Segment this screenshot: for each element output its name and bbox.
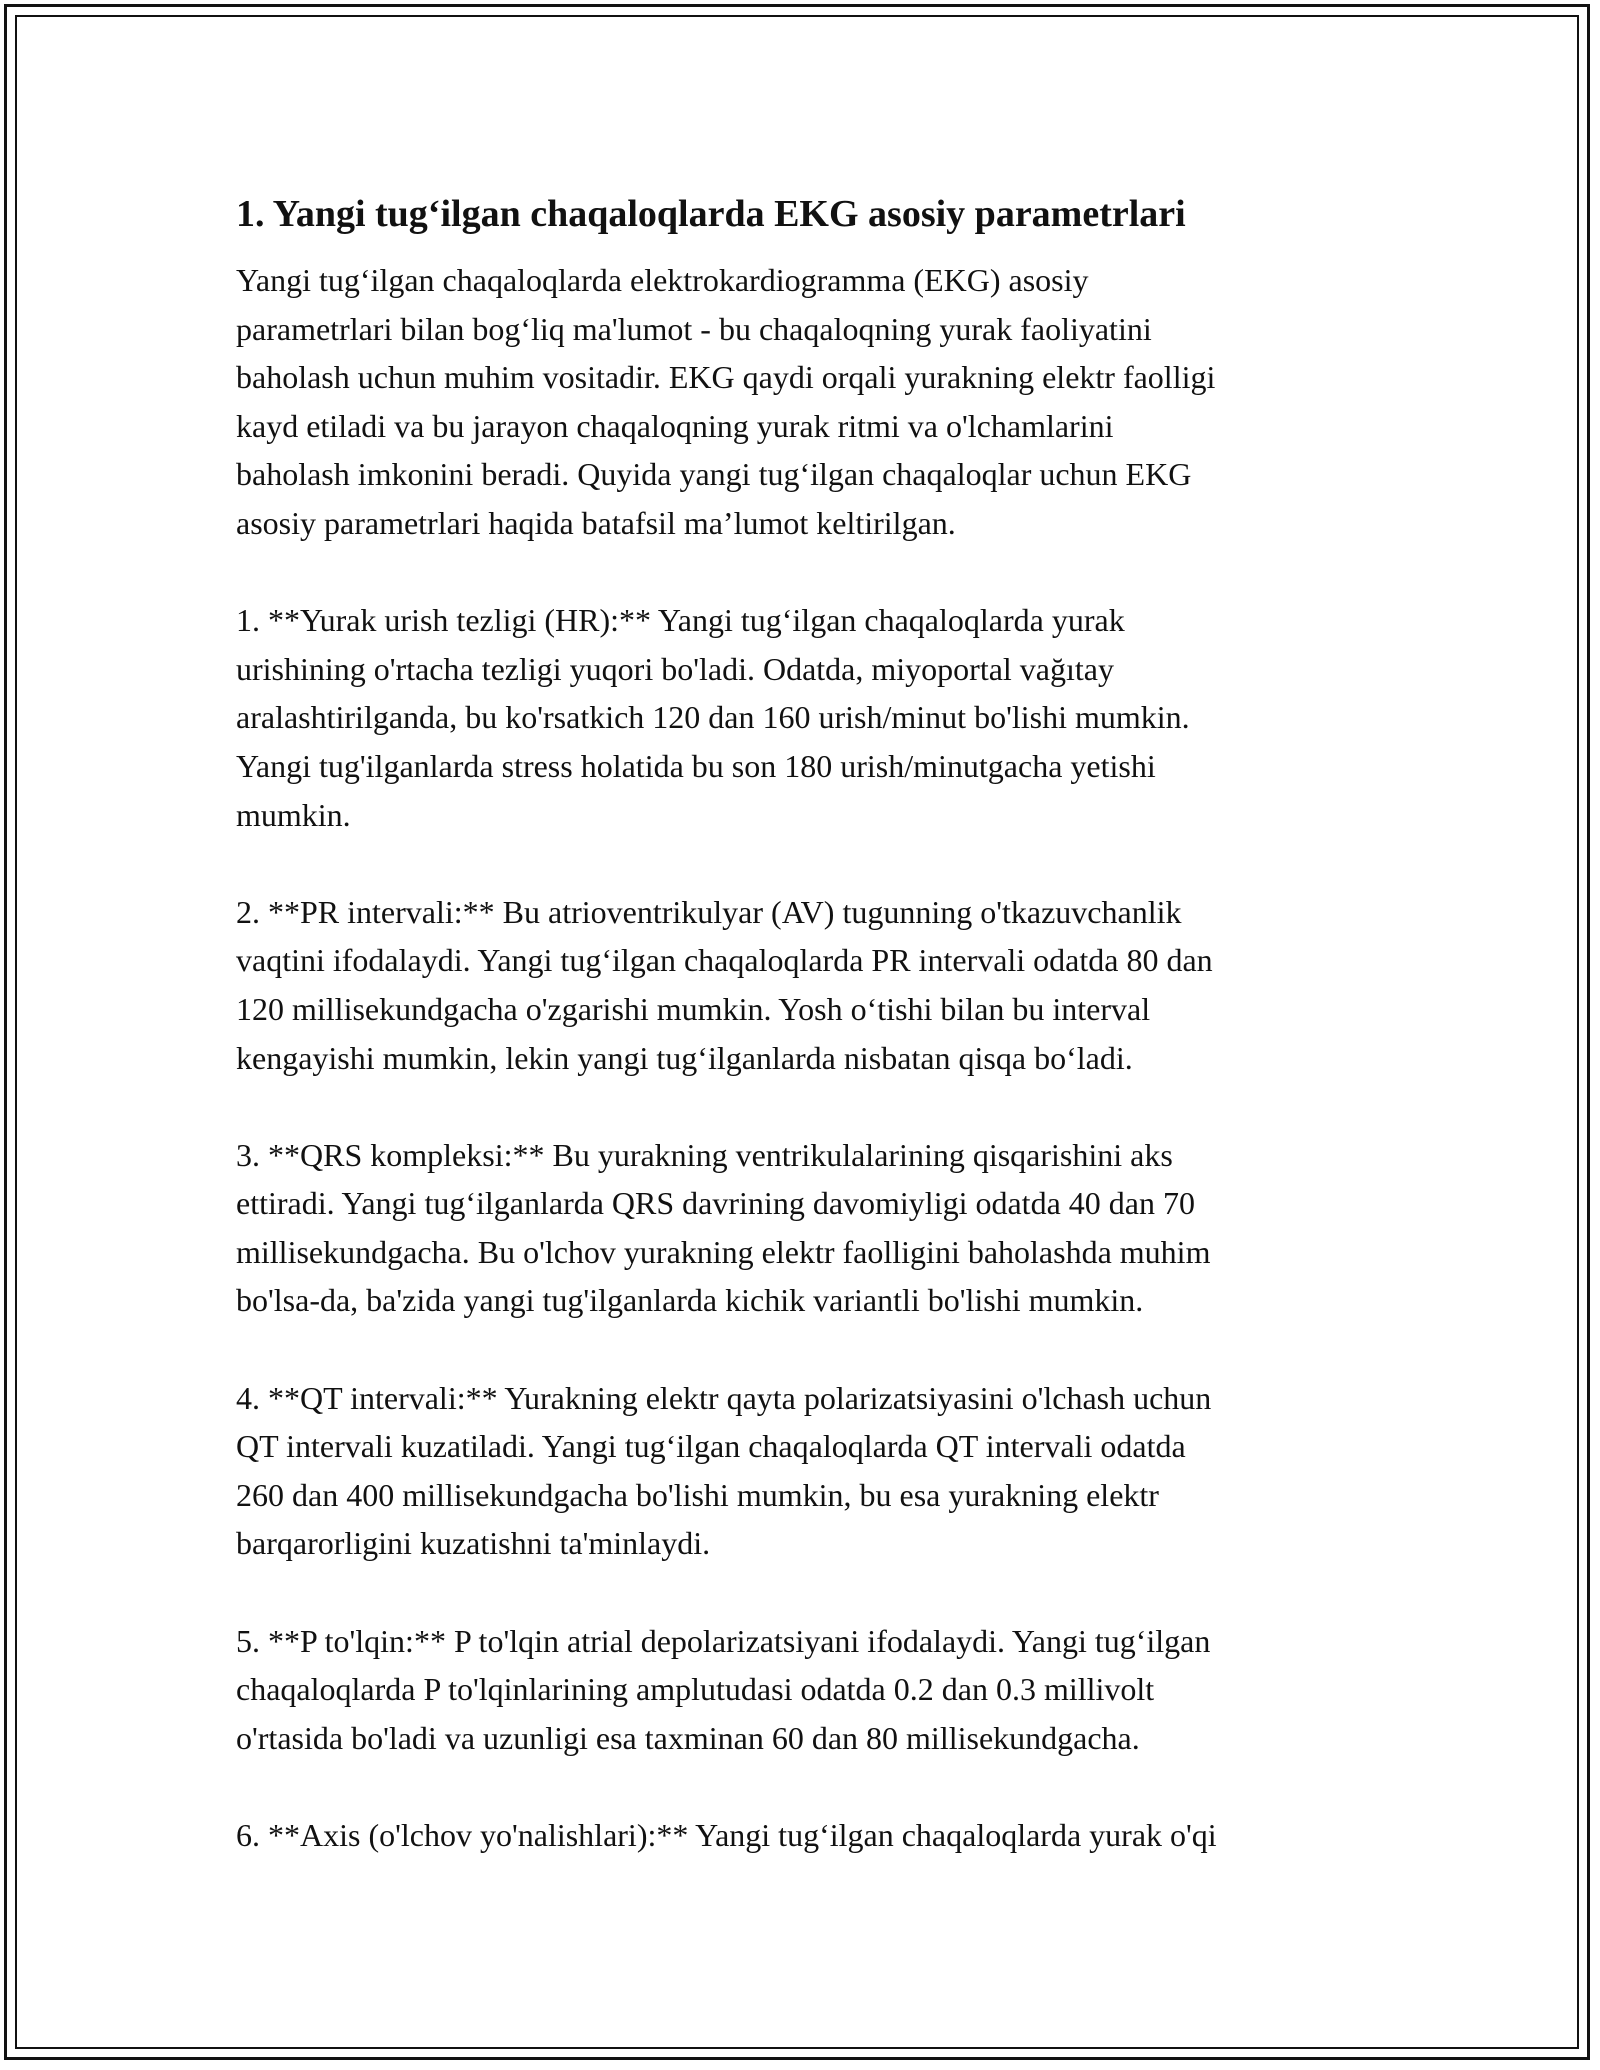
text-line: baholash imkonini beradi. Quyida yangi tug‘ilgan chaqaloqlar uchun EKG — [236, 456, 1192, 493]
text-line: ettiradi. Yangi tug‘ilganlarda QRS davrining davomiyligi odatda 40 dan 70 — [236, 1185, 1195, 1222]
text-line: mumkin. — [236, 796, 351, 833]
text-line: chaqaloqlarda P to'lqinlarining amplutudasi odatda 0.2 dan 0.3 millivolt — [236, 1671, 1155, 1708]
text-line: Yangi tug'ilganlarda stress holatida bu son 180 urish/minutgacha yetishi — [236, 747, 1156, 784]
text-line: 6. **Axis (o'lchov yo'nalishlari):** Yangi tug‘ilgan chaqaloqlarda yurak o'qi — [236, 1817, 1217, 1853]
text-line: bo'lsa-da, ba'zida yangi tug'ilganlarda kichik variantli bo'lishi mumkin. — [236, 1282, 1144, 1319]
text-line: parametrlari bilan bog‘liq ma'lumot - bu chaqaloqning yurak faoliyatini — [236, 310, 1152, 347]
qt-interval-paragraph — [236, 1374, 1386, 1568]
text-line: o'rtasida bo'ladi va uzunligi esa taxminan 60 dan 80 millisekundgacha. — [236, 1719, 1140, 1756]
text-line: kayd etiladi va bu jarayon chaqaloqning yurak ritmi va o'lchamlarini — [236, 407, 1114, 444]
document-title: 1. Yangi tug‘ilgan chaqaloqlarda EKG asosiy parametrlari — [236, 193, 1186, 235]
intro-paragraph — [236, 256, 1386, 548]
text-line: 2. **PR intervali:** Bu atrioventrikulyar (AV) tugunning o'tkazuvchanlik — [236, 893, 1182, 930]
text-line: millisekundgacha. Bu o'lchov yurakning elektr faolligini baholashda muhim — [236, 1233, 1211, 1270]
pr-interval-paragraph — [236, 888, 1386, 1082]
text-line: 4. **QT intervali:** Yurakning elektr qayta polarizatsiyasini o'lchash uchun — [236, 1379, 1212, 1416]
text-line: asosiy parametrlari haqida batafsil ma’lumot keltirilgan. — [236, 504, 956, 541]
text-line: urishining o'rtacha tezligi yuqori bo'ladi. Odatda, miyoportal vağıtay — [236, 650, 1114, 687]
qrs-complex-paragraph — [236, 1131, 1386, 1325]
text-line: 5. **P to'lqin:** P to'lqin atrial depolarizatsiyani ifodalaydi. Yangi tug‘ilgan — [236, 1622, 1211, 1659]
text-line: QT intervali kuzatiladi. Yangi tug‘ilgan chaqaloqlarda QT intervali odatda — [236, 1428, 1186, 1465]
text-line: 260 dan 400 millisekundgacha bo'lishi mumkin, bu esa yurakning elektr — [236, 1476, 1159, 1513]
heart-rate-paragraph — [236, 596, 1386, 839]
text-line: aralashtirilganda, bu ko'rsatkich 120 dan 160 urish/minut bo'lishi mumkin. — [236, 699, 1190, 736]
axis-paragraph — [236, 1811, 1386, 1860]
text-line: Yangi tug‘ilgan chaqaloqlarda elektrokardiogramma (EKG) asosiy — [236, 262, 1089, 298]
text-line: 3. **QRS kompleksi:** Bu yurakning ventrikulalarining qisqarishini aks — [236, 1136, 1173, 1173]
text-line: 1. **Yurak urish tezligi (HR):** Yangi tug‘ilgan chaqaloqlarda yurak — [236, 602, 1125, 639]
p-wave-paragraph — [236, 1617, 1386, 1763]
document-body — [236, 186, 1386, 1908]
text-line: baholash uchun muhim vositadir. EKG qaydi orqali yurakning elektr faolligi — [236, 359, 1216, 396]
text-line: barqarorligini kuzatishni ta'minlaydi. — [236, 1525, 711, 1562]
text-line: kengayishi mumkin, lekin yangi tug‘ilganlarda nisbatan qisqa bo‘ladi. — [236, 1039, 1133, 1076]
text-line: vaqtini ifodalaydi. Yangi tug‘ilgan chaqaloqlarda PR intervali odatda 80 dan — [236, 942, 1213, 979]
text-line: 120 millisekundgacha o'zgarishi mumkin. Yosh o‘tishi bilan bu interval — [236, 990, 1151, 1027]
